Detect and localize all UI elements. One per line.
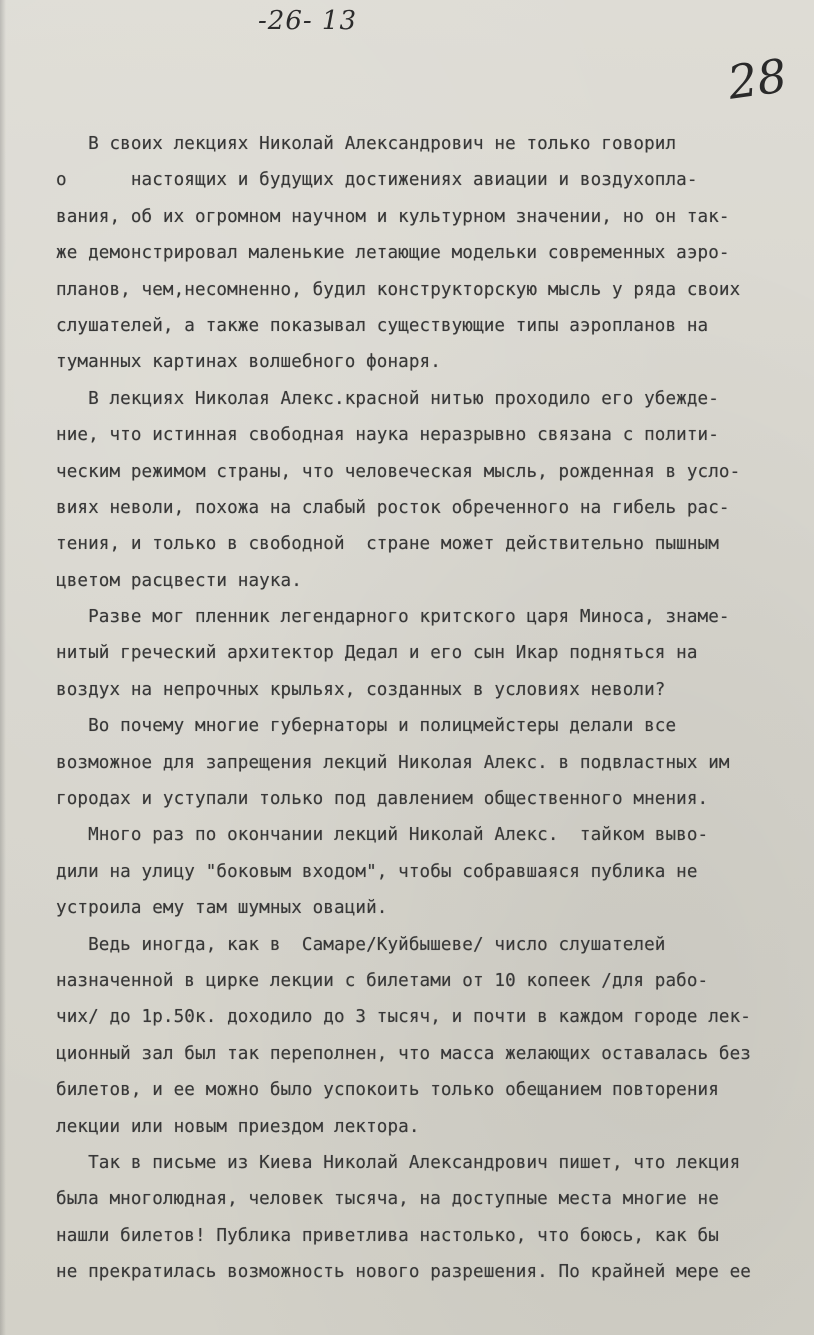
text-line: лекции или новым приездом лектора. bbox=[56, 1116, 420, 1137]
text-line: воздух на непрочных крыльях, созданных в условиях неволи? bbox=[56, 679, 666, 700]
text-line: же демонстрировал маленькие летающие модельки современных аэро- bbox=[56, 243, 730, 264]
text-line: цветом расцвести наука. bbox=[56, 570, 302, 591]
text-line: туманных картинах волшебного фонаря. bbox=[56, 352, 441, 373]
text-line: чих/ до 1р.50к. доходило до 3 тысяч, и почти в каждом городе лек- bbox=[56, 1007, 752, 1028]
page-number: -26- 13 bbox=[258, 6, 358, 36]
text-line: Так в письме из Киева Николай Александрович пишет, что лекция bbox=[56, 1152, 741, 1173]
text-line: возможное для запрещения лекций Николая Алекс. в подвластных им bbox=[56, 752, 730, 773]
text-line: не прекратилась возможность нового разрешения. По крайней мере ее bbox=[56, 1262, 752, 1283]
text-line: о настоящих и будущих достижениях авиации и воздухопла- bbox=[56, 170, 698, 191]
typewritten-text bbox=[56, 126, 808, 1291]
text-line: В своих лекциях Николай Александрович не только говорил bbox=[56, 134, 677, 154]
text-line: виях неволи, похожа на слабый росток обреченного на гибель рас- bbox=[56, 497, 730, 518]
text-line: городах и уступали только под давлением общественного мнения. bbox=[56, 789, 709, 810]
text-line: ние, что истинная свободная наука неразрывно связана с полити- bbox=[56, 425, 719, 446]
text-line: планов, чем,несомненно, будил конструкторскую мысль у ряда своих bbox=[56, 279, 741, 300]
text-line: нашли билетов! Публика приветлива настолько, что боюсь, как бы bbox=[56, 1225, 719, 1246]
text-line: Разве мог пленник легендарного критского царя Миноса, знаме- bbox=[56, 607, 730, 628]
text-line: ционный зал был так переполнен, что масса желающих оставалась без bbox=[56, 1043, 752, 1064]
text-line: тения, и только в свободной стране может действительно пышным bbox=[56, 534, 719, 555]
handwritten-folio-number: 28 bbox=[724, 48, 791, 110]
text-line: дили на улицу "боковым входом", чтобы собравшаяся публика не bbox=[56, 861, 698, 882]
text-line: назначенной в цирке лекции с билетами от 10 копеек /для рабо- bbox=[56, 970, 709, 991]
text-line: была многолюдная, человек тысяча, на доступные места многие не bbox=[56, 1189, 719, 1210]
text-line: билетов, и ее можно было успокоить только обещанием повторения bbox=[56, 1080, 719, 1101]
text-line: В лекциях Николая Алекс.красной нитью проходило его убежде- bbox=[56, 388, 719, 409]
text-line: Во почему многие губернаторы и полицмейстеры делали все bbox=[56, 716, 677, 737]
text-line: устроила ему там шумных оваций. bbox=[56, 898, 388, 919]
page-edge-shadow bbox=[0, 0, 6, 1335]
text-line: вания, об их огромном научном и культурном значении, но он так- bbox=[56, 206, 730, 227]
text-line: Ведь иногда, как в Самаре/Куйбышеве/ число слушателей bbox=[56, 934, 666, 955]
text-line: ческим режимом страны, что человеческая мысль, рожденная в усло- bbox=[56, 461, 741, 482]
text-line: Много раз по окончании лекций Николай Алекс. тайком выво- bbox=[56, 825, 709, 846]
text-line: нитый греческий архитектор Дедал и его сын Икар подняться на bbox=[56, 643, 698, 664]
text-line: слушателей, а также показывал существующие типы аэропланов на bbox=[56, 315, 709, 336]
